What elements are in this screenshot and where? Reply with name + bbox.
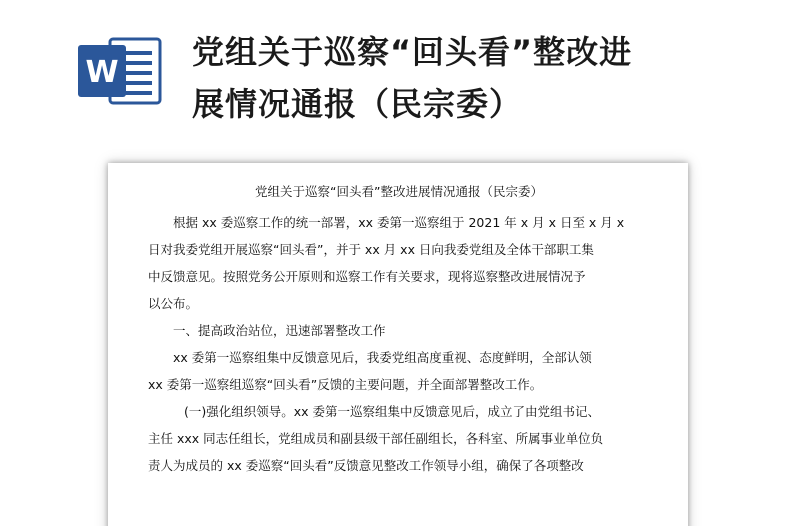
- page-title: [192, 26, 792, 130]
- body-line: (一)强化组织领导。xx 委第一巡察组集中反馈意见后，成立了由党组书记、: [184, 404, 601, 419]
- title-line-1: 党组关于巡察“回头看”整改进: [192, 33, 633, 71]
- body-line: 主任 xxx 同志任组长，党组成员和副县级干部任副组长，各科室、所属事业单位负: [148, 431, 604, 446]
- body-line: xx 委第一巡察组集中反馈意见后，我委党组高度重视、态度鲜明，全部认领: [173, 350, 592, 365]
- body-line: 根据 xx 委巡察工作的统一部署，xx 委第一巡察组于 2021 年 x 月 x 日至 x 月 x: [173, 215, 625, 230]
- body-line: 责人为成员的 xx 委巡察“回头看”反馈意见整改工作领导小组，确保了各项整改: [148, 458, 584, 473]
- title-line-2: 展情况通报（民宗委）: [192, 85, 523, 123]
- document-title: 党组关于巡察“回头看”整改进展情况通报（民宗委）: [255, 184, 543, 199]
- section-heading: 一、提高政治站位，迅速部署整改工作: [173, 323, 386, 338]
- header: [0, 0, 800, 158]
- document-page: [108, 163, 688, 526]
- word-logo-letter: W: [85, 55, 119, 90]
- document-body: [148, 209, 650, 479]
- body-line: 日对我委党组开展巡察“回头看”，并于 xx 月 xx 日向我委党组及全体干部职工集: [148, 242, 594, 257]
- word-icon: [76, 33, 164, 109]
- body-line: 以公布。: [148, 296, 199, 311]
- body-line: 中反馈意见。按照党务公开原则和巡察工作有关要求，现将巡察整改进展情况予: [148, 269, 586, 284]
- body-line: xx 委第一巡察组巡察“回头看”反馈的主要问题，并全面部署整改工作。: [148, 377, 543, 392]
